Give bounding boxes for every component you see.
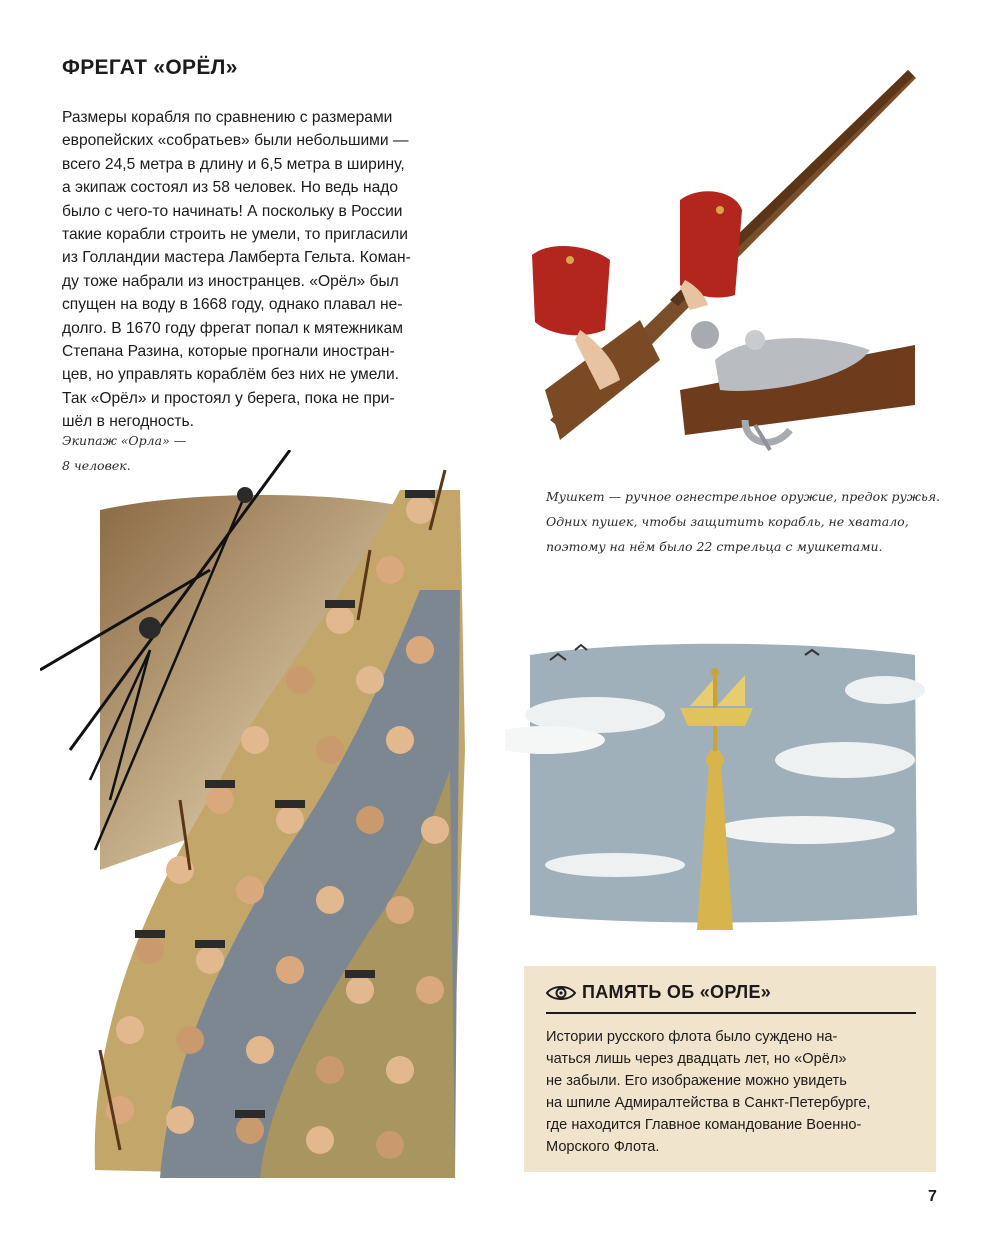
memory-line: Морского Флота. (546, 1139, 660, 1155)
article-line: из Голландии мастера Ламберта Гельта. Коман- (62, 249, 411, 267)
article-line: всего 24,5 метра в длину и 6,5 метра в ширину, (62, 155, 405, 173)
memory-body (546, 1026, 926, 1158)
article-line: спущен на воду в 1668 году, однако плавал не- (62, 296, 403, 314)
article-line: такие корабли строить не умели, то пригласили (62, 226, 408, 244)
memory-line: Истории русского флота было суждено на- (546, 1029, 838, 1045)
musket-illustration (520, 60, 920, 470)
eye-icon (546, 984, 576, 1002)
crew-caption-line: 8 человек. (62, 458, 131, 473)
crew-caption-line: Экипаж «Орла» — (62, 433, 187, 448)
musket-caption-line: Мушкет — ручное огнестрельное оружие, предок ружья. (546, 489, 941, 504)
article-line: Степана Разина, которые прогнали иностран- (62, 343, 395, 361)
musket-caption-line: Одних пушек, чтобы защитить корабль, не хватало, (546, 514, 909, 529)
article-line: а экипаж состоял из 58 человек. Но ведь надо (62, 179, 399, 197)
article-title: ФРЕГАТ «ОРЁЛ» (62, 56, 238, 79)
article-line: было с чего-то начинать! А поскольку в России (62, 202, 403, 220)
article-body (62, 106, 482, 434)
article-line: шёл в негодность. (62, 413, 194, 431)
admiralty-spire-illustration (505, 630, 925, 930)
article-line: долго. В 1670 году фрегат попал к мятежникам (62, 319, 403, 337)
memory-header (546, 982, 771, 1003)
article-line: Так «Орёл» и простоял у берега, пока не при- (62, 389, 395, 407)
article-line: европейских «собратьев» были небольшими — (62, 132, 409, 150)
article-line: ду тоже набрали из иностранцев. «Орёл» был (62, 272, 399, 290)
memory-line: где находится Главное командование Военно- (546, 1117, 862, 1133)
memory-line: на шпиле Адмиралтейства в Санкт-Петербурге, (546, 1095, 871, 1111)
memory-divider (546, 1012, 916, 1014)
musket-caption (546, 484, 940, 559)
memory-line: не забыли. Его изображение можно увидеть (546, 1073, 847, 1089)
crew-illustration (40, 450, 485, 1178)
article-line: цев, но управлять кораблём без них не умели. (62, 366, 399, 384)
memory-line: чаться лишь через двадцать лет, но «Орёл» (546, 1051, 847, 1067)
memory-title: ПАМЯТЬ ОБ «ОРЛЕ» (582, 982, 772, 1002)
memory-panel (524, 966, 936, 1172)
article-line: Размеры корабля по сравнению с размерами (62, 109, 393, 126)
musket-caption-line: поэтому на нём было 22 стрельца с мушкетами. (546, 539, 883, 554)
page-number: 7 (928, 1188, 937, 1205)
